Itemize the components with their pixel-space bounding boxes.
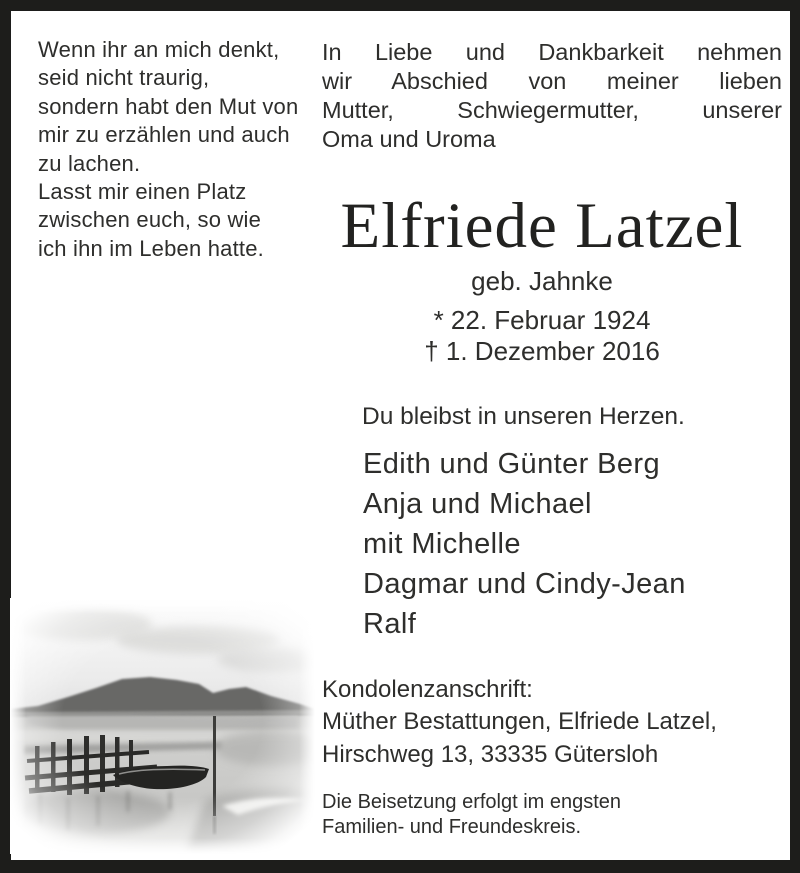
maiden-name: geb. Jahnke <box>471 266 613 296</box>
mourner-line: Anja und Michael <box>363 488 592 520</box>
poem-line: mir zu erzählen und auch <box>38 122 290 148</box>
poem-line: zu lachen. <box>38 150 141 176</box>
deceased-name: Elfriede Latzel <box>340 190 744 262</box>
poem-line: Wenn ihr an mich denkt, <box>38 37 280 62</box>
funeral-note-line: Die Beisetzung erfolgt im engsten <box>322 791 622 813</box>
intro-line: Mutter, Schwiegermutter, unserer <box>322 97 782 123</box>
memorial-poem <box>38 36 318 263</box>
life-dates <box>312 305 772 367</box>
mourner-line: Ralf <box>363 608 417 640</box>
poem-line: sondern habt den Mut von <box>38 93 299 119</box>
death-date: † 1. Dezember 2016 <box>424 336 660 366</box>
poem-line: ich ihn im Leben hatte. <box>38 235 264 261</box>
mourners-list <box>363 444 783 644</box>
poem-line: seid nicht traurig, <box>38 65 210 91</box>
condolence-address-line: Müther Bestattungen, Elfriede Latzel, <box>322 708 717 736</box>
intro-line: In Liebe und Dankbarkeit nehmen <box>322 39 782 65</box>
condolence-address-line: Hirschweg 13, 33335 Gütersloh <box>322 740 659 768</box>
intro-line: wir Abschied von meiner lieben <box>322 68 782 94</box>
funeral-note <box>322 790 782 840</box>
poem-line: Lasst mir einen Platz <box>38 179 247 205</box>
condolence-block <box>322 674 782 771</box>
farewell-line: Du bleibst in unseren Herzen. <box>362 403 685 430</box>
funeral-note-line: Familien- und Freundeskreis. <box>322 816 581 838</box>
mourner-line: Dagmar und Cindy-Jean <box>363 568 686 600</box>
lake-photo <box>10 598 315 854</box>
intro-paragraph <box>322 38 782 154</box>
mourner-line: mit Michelle <box>363 528 521 560</box>
condolence-heading: Kondolenzanschrift: <box>322 676 533 703</box>
intro-line: Oma und Uroma <box>322 126 496 152</box>
poem-line: zwischen euch, so wie <box>38 207 262 233</box>
mourner-line: Edith und Günter Berg <box>363 448 660 480</box>
birth-date: * 22. Februar 1924 <box>433 305 651 335</box>
